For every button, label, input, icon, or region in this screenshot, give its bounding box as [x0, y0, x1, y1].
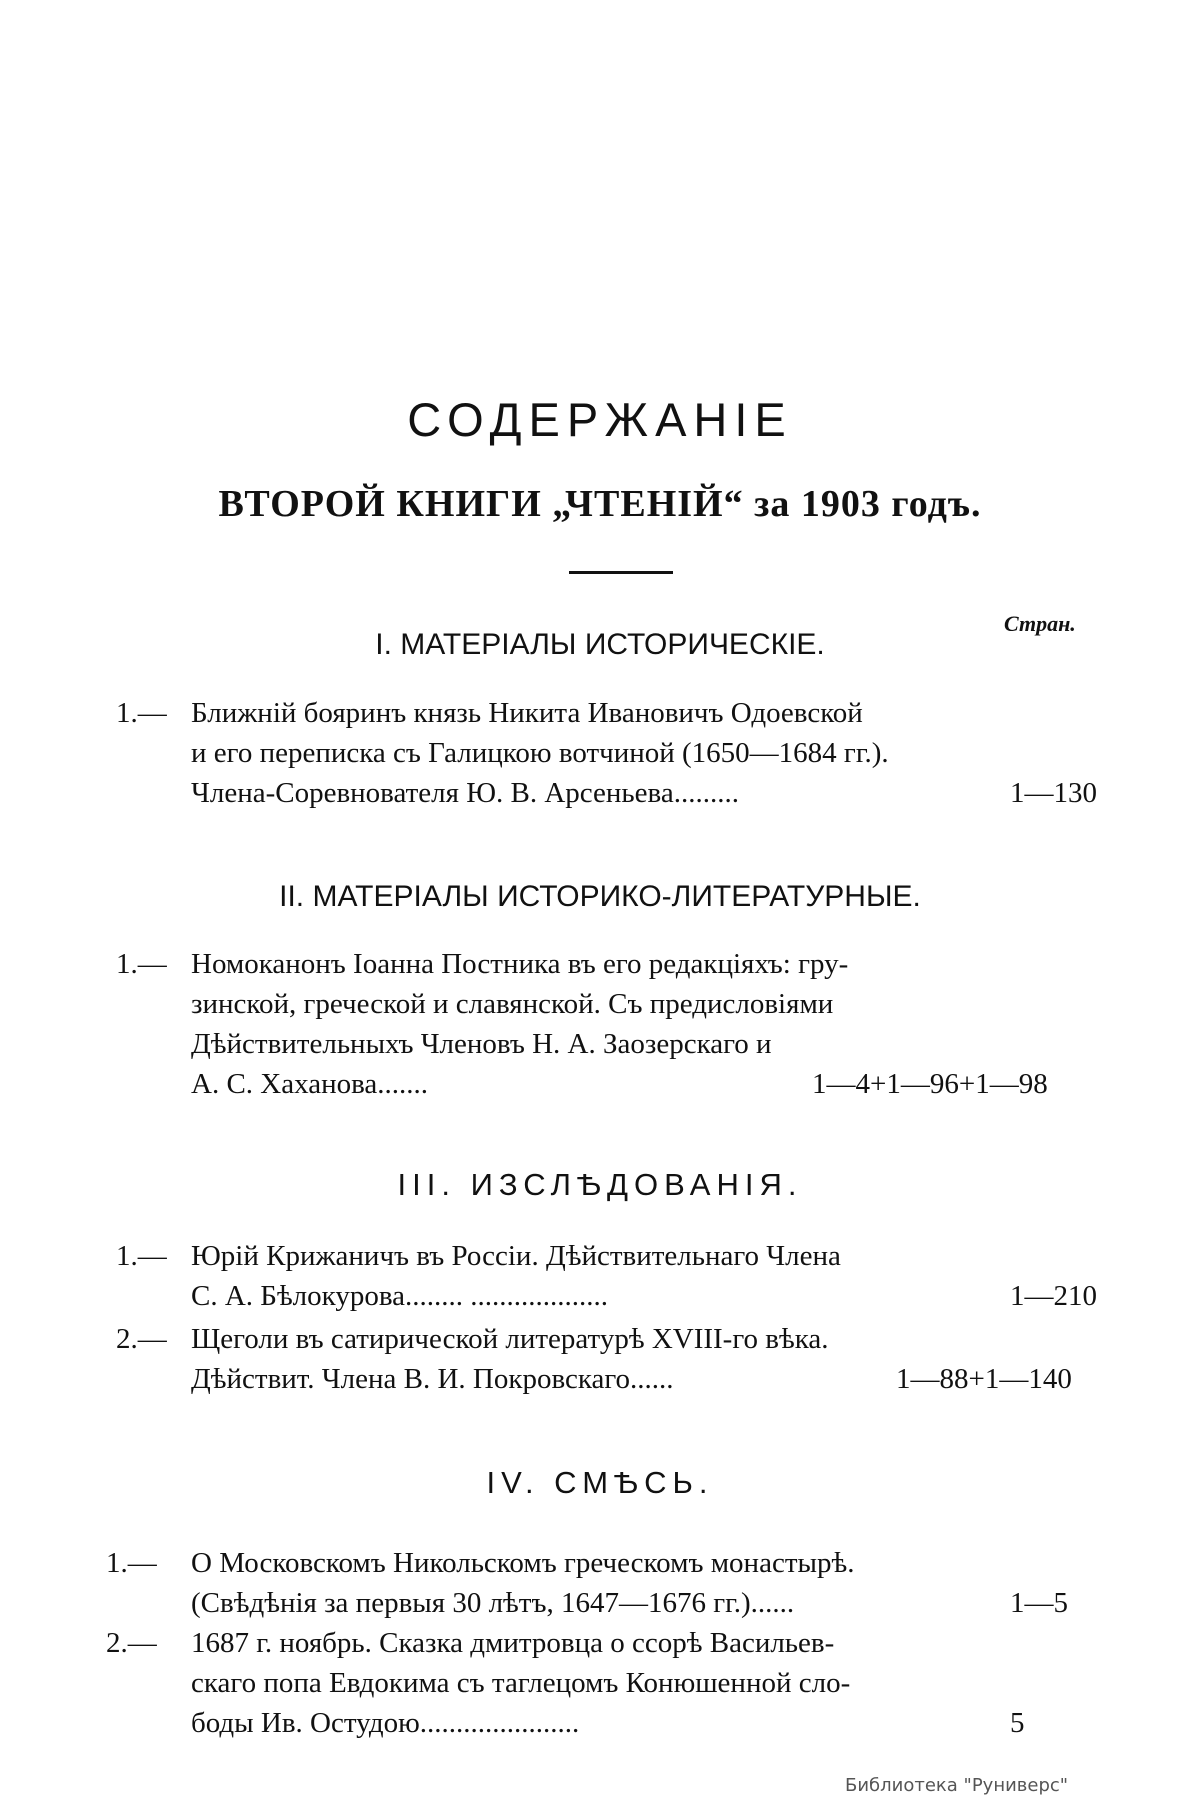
entry-pages: 1—88+1—140	[896, 1363, 1072, 1395]
title-divider	[569, 571, 673, 574]
entry-line: боды Ив. Остудою......................	[191, 1707, 580, 1739]
entry-line: 1687 г. ноябрь. Сказка дмитровца о ссорѣ Васильев-	[191, 1627, 835, 1659]
entry-pages: 1—5	[1010, 1587, 1068, 1619]
section-heading-3: III. ИЗСЛѢДОВАНІЯ.	[397, 1167, 803, 1202]
entry-number: 1.—	[106, 1547, 157, 1579]
entry-line: О Московскомъ Никольскомъ греческомъ монастырѣ.	[191, 1547, 855, 1579]
section-heading-2: II. МАТЕРІАЛЫ ИСТОРИКО-ЛИТЕРАТУРНЫЕ.	[279, 880, 921, 913]
entry-pages: 1—130	[1010, 777, 1097, 809]
entry-line: и его переписка съ Галицкою вотчиной (1650—1684 гг.).	[191, 737, 889, 769]
entry-line: Дѣйствительныхъ Членовъ Н. А. Заозерскаго и	[191, 1028, 772, 1060]
entry-line: (Свѣдѣнія за первыя 30 лѣтъ, 1647—1676 гг.)......	[191, 1587, 795, 1619]
entry-line: Щеголи въ сатирической литературѣ XVIII-го вѣка.	[191, 1323, 829, 1355]
section-heading-1: I. МАТЕРІАЛЫ ИСТОРИЧЕСКІЕ.	[375, 628, 825, 661]
entry-line: Ближній бояринъ князь Никита Ивановичъ Одоевской	[191, 697, 863, 729]
entry-number: 1.—	[116, 1240, 167, 1272]
entry-number: 1.—	[116, 697, 167, 729]
entry-line: скаго попа Евдокима съ таглецомъ Конюшенной сло-	[191, 1667, 851, 1699]
entry-line: Номоканонъ Іоанна Постника въ его редакціяхъ: гру-	[191, 948, 849, 980]
library-watermark: Библиотека "Руниверс"	[845, 1775, 1069, 1796]
entry-pages: 5	[1010, 1707, 1025, 1739]
entry-line: зинской, греческой и славянской. Съ предисловіями	[191, 988, 834, 1020]
section-heading-4: IV. СМѢСЬ.	[486, 1465, 714, 1500]
entry-pages: 1—4+1—96+1—98	[812, 1068, 1048, 1100]
entry-line: А. С. Хаханова.......	[191, 1068, 429, 1100]
entry-number: 2.—	[116, 1323, 167, 1355]
entry-number: 2.—	[106, 1627, 157, 1659]
pages-column-header: Стран.	[1004, 611, 1076, 636]
entry-line: Дѣйствит. Члена В. И. Покровскаго......	[191, 1363, 674, 1395]
entry-number: 1.—	[116, 948, 167, 980]
page-subtitle: ВТОРОЙ КНИГИ „ЧТЕНІЙ“ за 1903 годъ.	[218, 483, 982, 525]
entry-line: Юрій Крижаничъ въ Россіи. Дѣйствительнаго Члена	[191, 1240, 841, 1272]
entry-line: С. А. Бѣлокурова........ ...................	[191, 1280, 609, 1312]
entry-pages: 1—210	[1010, 1280, 1097, 1312]
entry-line: Члена-Соревнователя Ю. В. Арсеньева.........	[191, 777, 739, 809]
page-title: СОДЕРЖАНІЕ	[407, 393, 793, 446]
